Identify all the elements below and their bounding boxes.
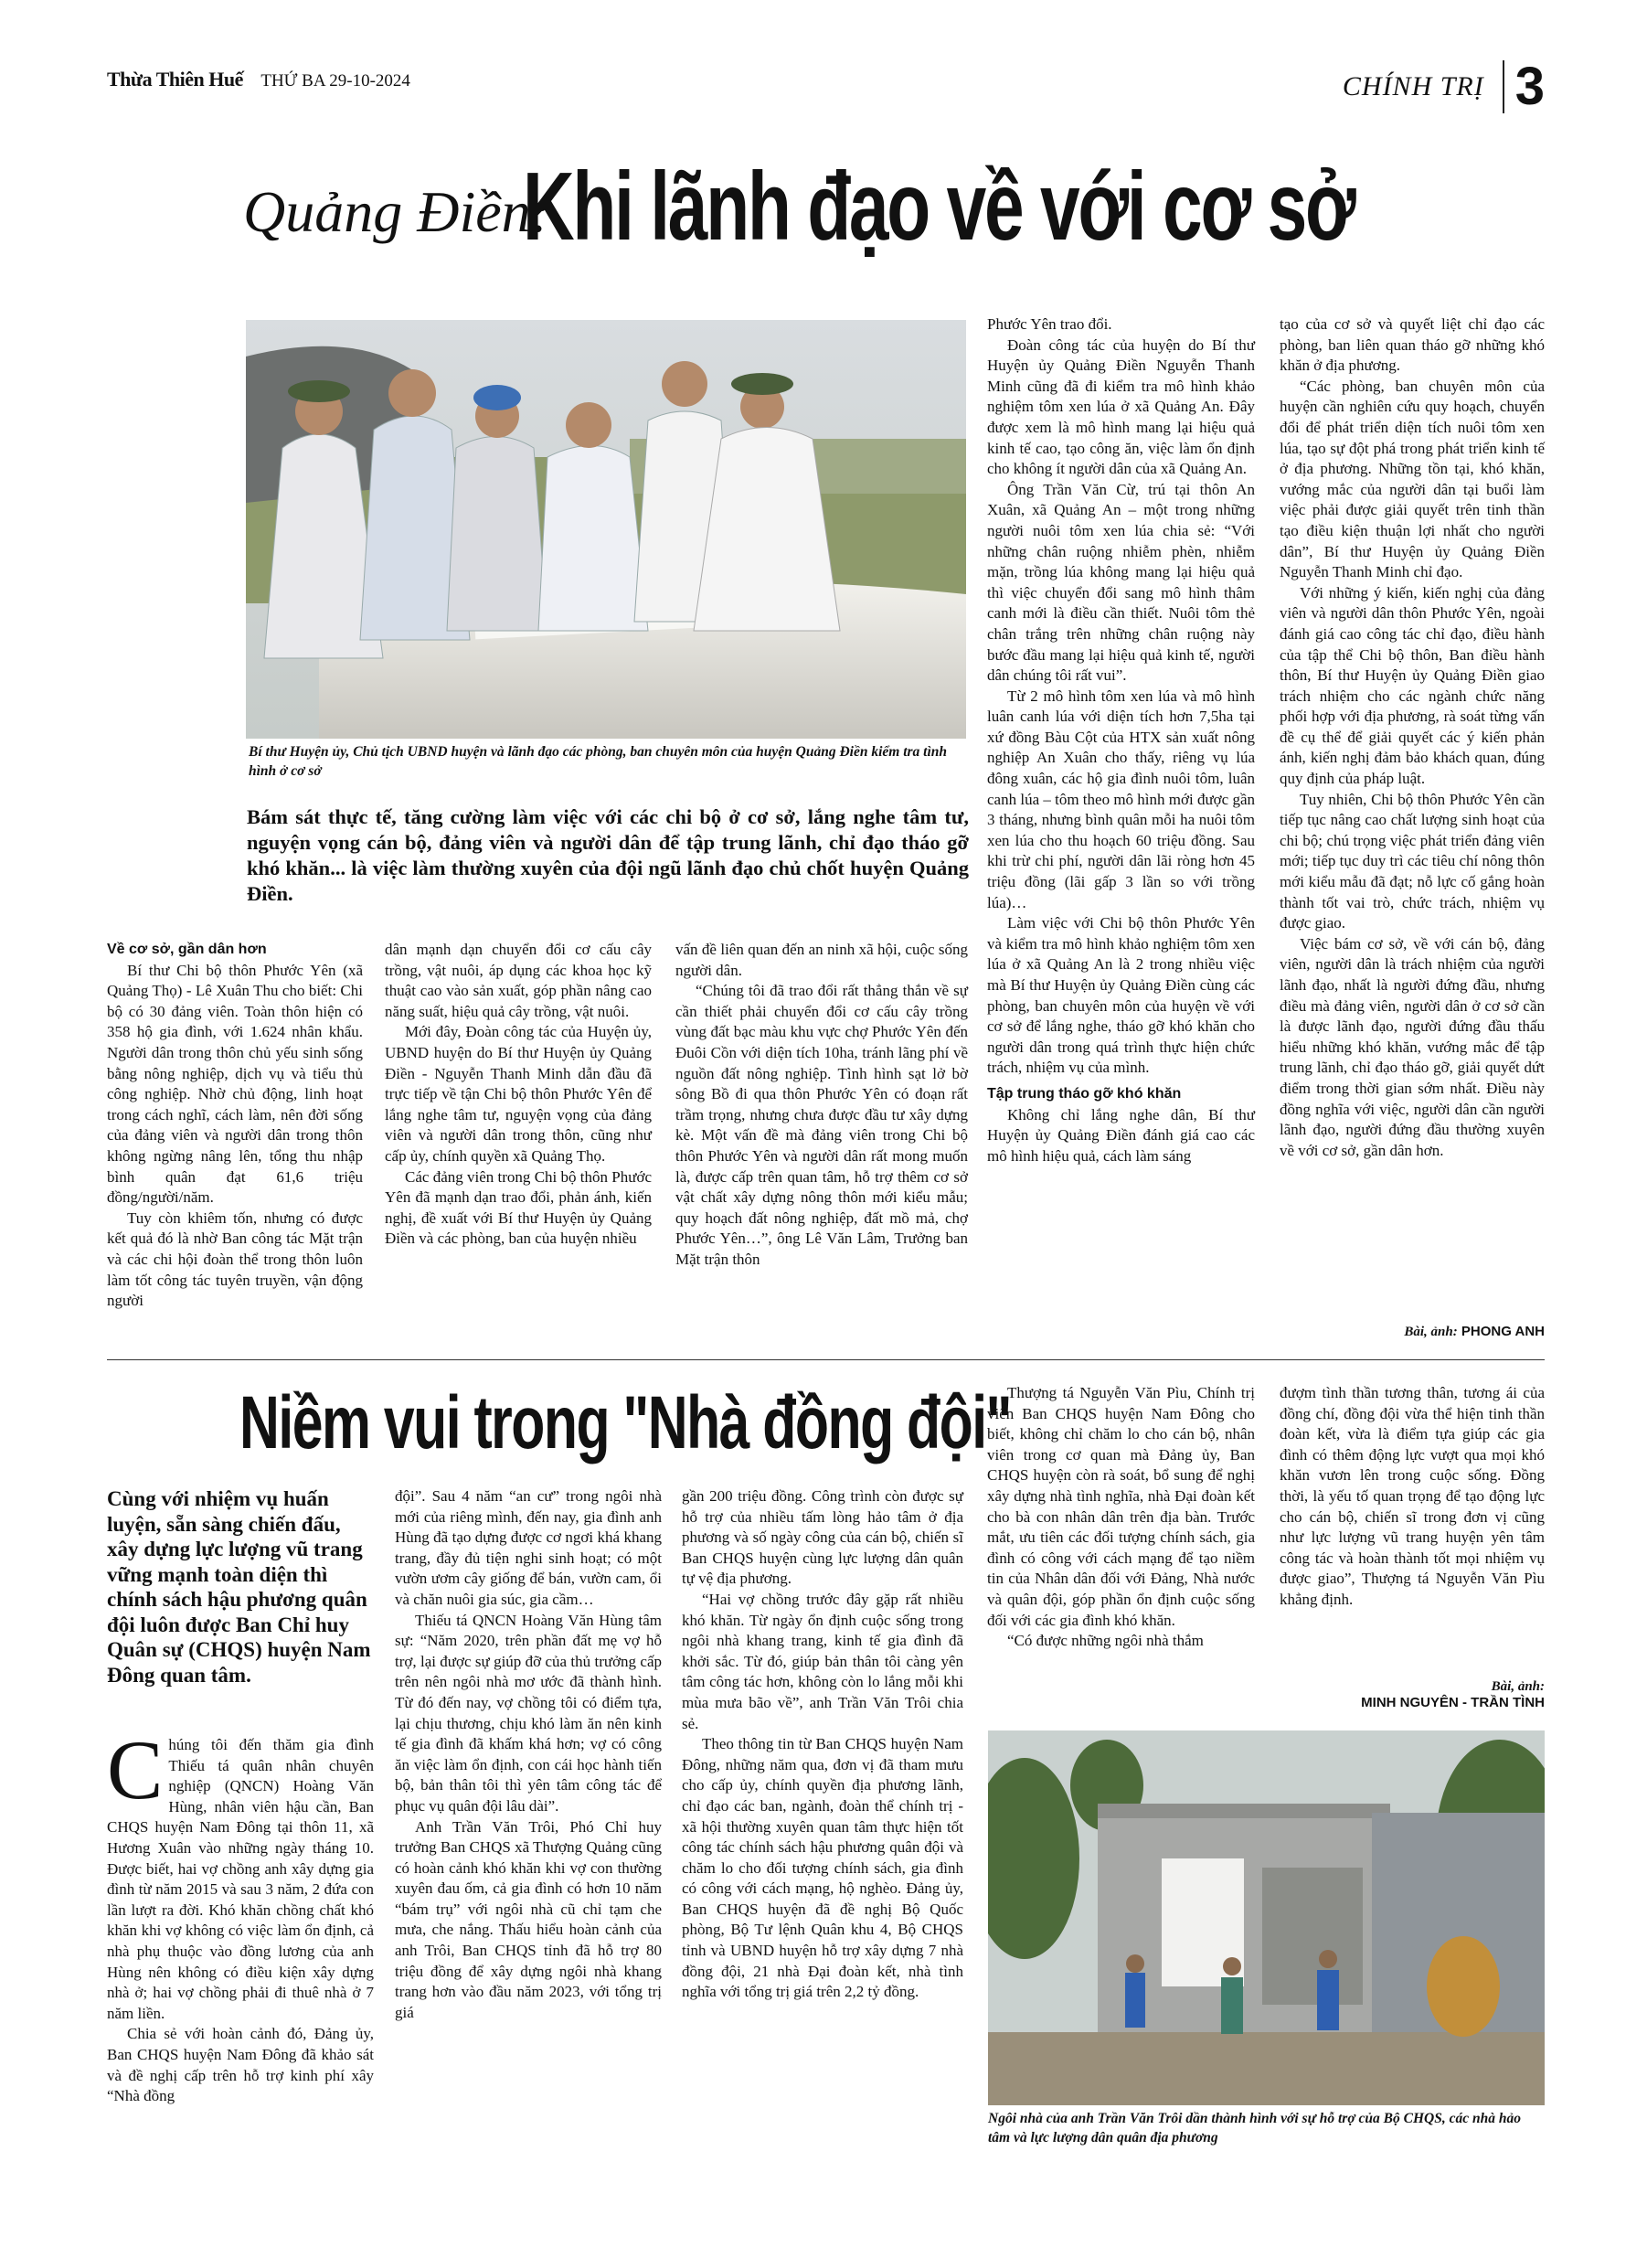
article2-photo-caption: Ngôi nhà của anh Trần Văn Trôi dần thành hình với sự hỗ trợ của Bộ CHQS, các nhà hảo tâm và lực lượng dân quân địa phương <box>988 2111 1521 2146</box>
article2-column-2 <box>395 1486 662 2023</box>
paragraph: Với những ý kiến, kiến nghị của đảng viên và người dân thôn Phước Yên, ngoài đánh giá cao công tác chỉ đạo, điều hành của tập thể Chi bộ thôn, Ban điều hành thôn, Bí thư Huyện ủy Quảng Điền giao trách nhiệm cho các ngành chức năng phối hợp với địa phương, rà soát từng vấn đề cụ thể để giải quyết các ý kiến phản ánh, kiến nghị đảm bảo khách quan, đúng quy định của pháp luật. <box>1280 583 1545 788</box>
article1-lede: Bám sát thực tế, tăng cường làm việc với các chi bộ ở cơ sở, lắng nghe tâm tư, nguyện vọng cán bộ, đảng viên và người dân để tập trung lãnh, chỉ đạo tháo gỡ khó khăn... là việc làm thường xuyên của đội ngũ lãnh đạo chủ chốt huyện Quảng Điền. <box>247 805 969 905</box>
paragraph: Phước Yên trao đổi. <box>987 315 1112 333</box>
paragraph: Làm việc với Chi bộ thôn Phước Yên và kiểm tra mô hình khảo nghiệm tôm xen lúa ở xã Quảng An là 2 trong nhiều việc mà Bí thư Huyện ủy Quảng Điền cùng các phòng, ban chuyên môn của huyện về với cơ sở để lắng nghe, tháo gỡ khó khăn cho người dân trong quá trình thực hiện chức trách, nhiệm vụ của mình. <box>987 914 1255 1077</box>
article2-column-4 <box>987 1383 1255 1652</box>
paragraph: Từ 2 mô hình tôm xen lúa và mô hình luân canh lúa với diện tích hơn 7,5ha tại xứ đồng Bàu Cột của HTX sản xuất nông nghiệp An Xuân cho thấy, riêng vụ lúa đông xuân, các hộ gia đình nuôi tôm, luân canh lúa – tôm theo mô hình mới được gần 3 tháng, nhưng bình quân mỗi ha nuôi tôm xen lúa cho thu hoạch 60 triệu đồng. Sau khi trừ chi phí, người dân lãi ròng hơn 45 triệu đồng (lãi gấp 3 lần so với trồng lúa)… <box>987 687 1256 911</box>
article2-title: Niềm vui trong "Nhà đồng đội" <box>239 1381 1011 1464</box>
paragraph: Tuy nhiên, Chi bộ thôn Phước Yên cần tiếp tục nâng cao chất lượng sinh hoạt của chi bộ; chú trọng việc phát triển đảng viên mới; tiếp tục duy trì các tiêu chí nông thôn mới kiểu mẫu đã đạt; nỗ lực cố gắng hoàn thành tốt vai trò, chức trách, nhiệm vụ được giao. <box>1280 790 1545 932</box>
article1-subhead-1: Về cơ sở, gần dân hơn <box>107 942 267 957</box>
paragraph: đội”. Sau 4 năm “an cư” trong ngôi nhà mới của riêng mình, đến nay, gia đình anh Hùng đã tạo dựng được cơ ngơi khá khang trang, đầy đủ tiện nghi sinh hoạt; có một vườn ươm cây giống để bán, vườn cam, ổi và chăn nuôi gia súc, gia cầm… <box>395 1487 662 1608</box>
article2-lede: Cùng với nhiệm vụ huấn luyện, sẵn sàng chiến đấu, xây dựng lực lượng vũ trang vững mạnh toàn diện thì chính sách hậu phương quân đội luôn được Ban Chỉ huy Quân sự (CHQS) huyện Nam Đông quan tâm. <box>107 1487 371 1687</box>
article1-column-1 <box>107 940 363 1312</box>
article1-photo <box>246 320 966 739</box>
paragraph: dân mạnh dạn chuyển đổi cơ cấu cây trồng, vật nuôi, áp dụng các khoa học kỹ thuật cao vào sản xuất, góp phần nâng cao năng suất, hiệu quả cây trồng, vật nuôi. <box>385 941 652 1020</box>
article2-photo <box>988 1730 1545 2105</box>
article2-column-3 <box>682 1486 963 2003</box>
paragraph: Không chỉ lắng nghe dân, Bí thư Huyện ủy Quảng Điền đánh giá cao các mô hình hiệu quả, cách làm sáng <box>987 1105 1255 1165</box>
article1-subhead-2: Tập trung tháo gỡ khó khăn <box>987 1085 1182 1102</box>
paragraph: Mới đây, Đoàn công tác của Huyện ủy, UBND huyện do Bí thư Huyện ủy Quảng Điền - Nguyễn Thanh Minh dẫn đầu đã trực tiếp về tận Chi bộ thôn Phước Yên để lắng nghe tâm tư, nguyện vọng của đảng viên và người dân trong thôn, cũng như cấp ủy, chính quyền xã Quảng Thọ. <box>385 1023 652 1165</box>
paragraph: vấn đề liên quan đến an ninh xã hội, cuộc sống người dân. <box>675 941 968 979</box>
paragraph: gần 200 triệu đồng. Công trình còn được sự hỗ trợ của nhiều tấm lòng hảo tâm ở địa phương và số ngày công của cán bộ, chiến sĩ Ban CHQS huyện cùng lực lượng dân quân tự vệ địa phương. <box>682 1487 963 1588</box>
paragraph: Thiếu tá QNCN Hoàng Văn Hùng tâm sự: “Năm 2020, trên phần đất mẹ vợ hỗ trợ, lại được sự giúp đỡ của thủ trưởng cấp trên nên ngôi nhà mơ ước đã thành hình. Từ đó đến nay, vợ chồng tôi có điểm tựa, lại chịu thương, chịu khó làm ăn nên kinh tế gia đình đã khấm khá hơn; vợ có công ăn việc làm ổn định, con cái học hành tiến bộ, bản thân tôi thì yên tâm công tác để phục vụ quân đội lâu dài”. <box>395 1611 662 1815</box>
article1-column-5 <box>1280 314 1545 1161</box>
paragraph: Theo thông tin từ Ban CHQS huyện Nam Đông, những năm qua, đơn vị đã tham mưu cho cấp ủy, chính quyền địa phương lãnh, chỉ đạo các ban, ngành, đoàn thể chính trị - xã hội thường xuyên quan tâm thực hiện tốt công tác chính sách hậu phương quân đội và chăm lo cho đối tượng chính sách, gia đình có công với cách mạng, hộ nghèo. Đảng ủy, Ban CHQS huyện đã đề nghị Bộ Quốc phòng, Bộ Tư lệnh Quân khu 4, Bộ CHQS tỉnh và UBND huyện hỗ trợ xây dựng 7 nhà đồng đội, 21 nhà Đại đoàn kết, nhà tình nghĩa với tổng trị giá trên 2,2 tỷ đồng. <box>682 1735 963 2001</box>
paragraph: Bí thư Chi bộ thôn Phước Yên (xã Quảng Thọ) - Lê Xuân Thu cho biết: Chi bộ có 30 đảng viên. Toàn thôn hiện có 358 hộ gia đình, với 1.624 nhân khẩu. Người dân trong thôn chủ yếu sinh sống bằng nông nghiệp, dịch vụ và tiểu thủ công nghiệp. Nhờ chủ động, linh hoạt trong cách nghĩ, cách làm, nên đời sống của đảng viên và người dân trong thôn không ngừng nâng lên, tổng thu nhập bình quân đạt 61,6 triệu đồng/người/năm. <box>107 961 363 1207</box>
paragraph: “Chúng tôi đã trao đổi rất thẳng thắn về sự cần thiết phải chuyển đổi cơ cấu cây trồng vùng đất bạc màu khu vực chợ Phước Yên đến Đuôi Cồn với diện tích 10ha, tránh lãng phí về nguồn đất nông nghiệp. Tình hình sạt lở bờ sông Bồ đi qua thôn Phước Yên có đoạn rất trầm trọng, nhưng chưa được đầu tư xây dựng kè. Một vấn đề mà đảng viên trong Chi bộ thôn Phước Yên và người dân rất mong muốn là, được cấp trên quan tâm, hỗ trợ thêm cơ sở vật chất xây dựng nông thôn mới kiểu mẫu; quy hoạch đất nông nghiệp, đất mồ mả, chợ Phước Yên…”, ông Lê Văn Lâm, Trưởng ban Mặt trận thôn <box>675 982 968 1268</box>
paragraph: “Hai vợ chồng trước đây gặp rất nhiều khó khăn. Từ ngày ổn định cuộc sống trong ngôi nhà khang trang, kinh tế gia đình đã khởi sắc. Từ đó, giúp bản thân tôi càng yên tâm công tác hơn, không còn lo lắng mỗi khi mùa mưa bão về”, anh Trần Văn Trôi chia sẻ. <box>682 1590 963 1732</box>
byline-author: MINH NGUYÊN - TRẦN TÌNH <box>1361 1695 1545 1710</box>
paragraph: Chia sẻ với hoàn cảnh đó, Đảng ủy, Ban CHQS huyện Nam Đông đã khảo sát và đề nghị cấp trên hỗ trợ kinh phí xây “Nhà đồng <box>107 2025 374 2105</box>
page-header-right <box>1342 57 1545 116</box>
paragraph: tạo của cơ sở và quyết liệt chỉ đạo các phòng, ban liên quan tháo gỡ những khó khăn ở địa phương. <box>1280 315 1545 375</box>
paragraph: Việc bám cơ sở, về với cán bộ, đảng viên, người dân là trách nhiệm của người lãnh đạo, nhất là người đứng đầu, nhưng điều mà đảng viên, người dân ở cơ sở cần là được lãnh đạo, người đứng đầu thấu hiểu những khó khăn, vướng mắc để tập trung lãnh, chỉ đạo tháo gỡ, giải quyết dứt điểm trong thời gian sớm nhất. Điều này đồng nghĩa với việc, người dân cần người lãnh đạo, người đứng đầu thường xuyên về với cơ sở, gần dân hơn. <box>1280 934 1545 1159</box>
drop-cap: C <box>107 1723 164 1816</box>
article1-byline <box>1404 1324 1545 1340</box>
byline-label: Bài, ảnh: <box>1404 1325 1458 1339</box>
page-header-left <box>107 68 410 91</box>
paragraph <box>107 1723 374 2024</box>
paragraph: Thượng tá Nguyễn Văn Pìu, Chính trị viên Ban CHQS huyện Nam Đông cho biết, không chỉ chăm lo cho cán bộ, nhân viên trong cơ quan mà Đảng ủy, Ban CHQS huyện còn rà soát, bổ sung để nghị xây dựng nhà tình nghĩa, nhà Đại đoàn kết cho bà con nhân dân trên địa bàn. Trước mắt, ưu tiên các đối tượng chính sách, gia đình có công với cách mạng để tạo niềm tin của Nhân dân đối với Đảng, Nhà nước và quân đội, góp phần ổn định cuộc sống đối với các gia đình khó khăn. <box>987 1384 1255 1629</box>
byline-label: Bài, ảnh: <box>1491 1679 1545 1694</box>
paragraph: Đoàn công tác của huyện do Bí thư Huyện ủy Quảng Điền Nguyễn Thanh Minh cũng đã đi kiểm tra mô hình khảo nghiệm tôm xen lúa ở xã Quảng An. Đây được xem là mô hình mang lại hiệu quả kinh tế cao, tạo công ăn, việc làm ổn định cho không ít người dân của xã Quảng An. <box>987 335 1255 478</box>
page-number: 3 <box>1503 60 1545 113</box>
newspaper-name: Thừa Thiên Huế <box>107 68 243 91</box>
article2-byline <box>1361 1678 1545 1710</box>
article1-column-4 <box>987 314 1255 1166</box>
issue-date: THỨ BA 29-10-2024 <box>260 71 410 91</box>
paragraph: Anh Trần Văn Trôi, Phó Chỉ huy trưởng Ban CHQS xã Thượng Quảng cũng có hoàn cảnh khó khăn khi vợ con thường xuyên đau ốm, cả gia đình có hơn 10 năm “bám trụ” với ngôi nhà cũ chỉ tạm che mưa, che nắng. Thấu hiểu hoàn cảnh của anh Trôi, Ban CHQS tỉnh đã hỗ trợ 80 triệu đồng để xây dựng ngôi nhà khang trang hơn vào đầu năm 2023, với tổng trị giá <box>395 1817 663 2021</box>
article1-title: Khi lãnh đạo về với cơ sở <box>523 153 1355 261</box>
byline-author: PHONG ANH <box>1461 1324 1545 1339</box>
paragraph: Ông Trần Văn Cừ, trú tại thôn An Xuân, xã Quảng An – một trong những người nuôi tôm xen lúa chia sẻ: “Với những chân ruộng nhiễm phèn, nhiễm mặn, trồng lúa không mang lại hiệu quả thì việc chuyển đổi sang mô hình thâm canh mới là điều cần thiết. Nuôi tôm thẻ chân trắng trên những chân ruộng này bước đầu mang lại hiệu quả kinh tế, người dân chúng tôi rất vui”. <box>987 480 1255 685</box>
article-divider <box>107 1359 1545 1360</box>
paragraph: Các đảng viên trong Chi bộ thôn Phước Yên đã mạnh dạn trao đổi, phản ánh, kiến nghị, đề xuất với Bí thư Huyện ủy Quảng Điền và các phòng, ban của huyện nhiều <box>385 1167 652 1248</box>
article1-photo-caption: Bí thư Huyện ủy, Chủ tịch UBND huyện và lãnh đạo các phòng, ban chuyên môn của huyện Quảng Điền kiểm tra tình hình ở cơ sở <box>249 744 948 779</box>
paragraph: Tuy còn khiêm tốn, nhưng có được kết quả đó là nhờ Ban công tác Mặt trận và các chi hội đoàn thể trong thôn luôn làm tốt công tác tuyên truyền, vận động người <box>107 1209 363 1310</box>
paragraph-text: húng tôi đến thăm gia đình Thiếu tá quân nhân chuyên nghiệp (QNCN) Hoàng Văn Hùng, nhân viên hậu cần, Ban CHQS huyện Nam Đông tại thôn 11, xã Hương Xuân vào những ngày tháng 10. Được biết, hai vợ chồng anh xây dựng gia đình từ năm 2015 và sau 3 năm, 2 đứa con lần lượt ra đời. Khó khăn chồng chất khó khăn khi vợ không có việc làm ổn định, cả nhà phụ thuộc vào đồng lương của anh Hùng nên không có điều kiện xây dựng nhà ở; hai vợ chồng phải đi thuê nhà ở 7 năm liền. <box>107 1736 374 2022</box>
section-name: CHÍNH TRỊ <box>1342 71 1484 101</box>
article2-column-5 <box>1280 1383 1545 1611</box>
paragraph: “Có được những ngôi nhà thắm <box>1007 1632 1204 1650</box>
article1-column-3 <box>675 940 968 1271</box>
paragraph: “Các phòng, ban chuyên môn của huyện cần nghiên cứu quy hoạch, chuyển đổi để phát triển diện tích nuôi tôm xen lúa, tạo sự đột phá trong phát triển kinh tế ở địa phương. Những tồn tại, khó khăn, vướng mắc của người dân tại buổi làm việc phải được giải quyết trên tinh thần tạo điều kiện thuận lợi nhất cho người dân”, Bí thư Huyện ủy Quảng Điền Nguyễn Thanh Minh chỉ đạo. <box>1280 377 1545 581</box>
paragraph: đượm tình thần tương thân, tương ái của đồng chí, đồng đội vừa thể hiện tinh thần đoàn kết, vừa là điểm tựa giúp các gia đình có thêm động lực vượt qua mọi khó khăn vươn lên trong cuộc sống. Đồng thời, là yếu tố quan trọng để tạo động lực cho cán bộ, chiến sĩ trong đơn vị cũng như lực lượng vũ trang huyện yên tâm công tác và hoàn thành tốt mọi nhiệm vụ được giao”, Thượng tá Nguyễn Văn Pìu khẳng định. <box>1280 1384 1545 1608</box>
article2-column-1 <box>107 1723 374 2107</box>
article1-kicker: Quảng Điền: <box>243 179 550 244</box>
article1-column-2 <box>385 940 652 1250</box>
